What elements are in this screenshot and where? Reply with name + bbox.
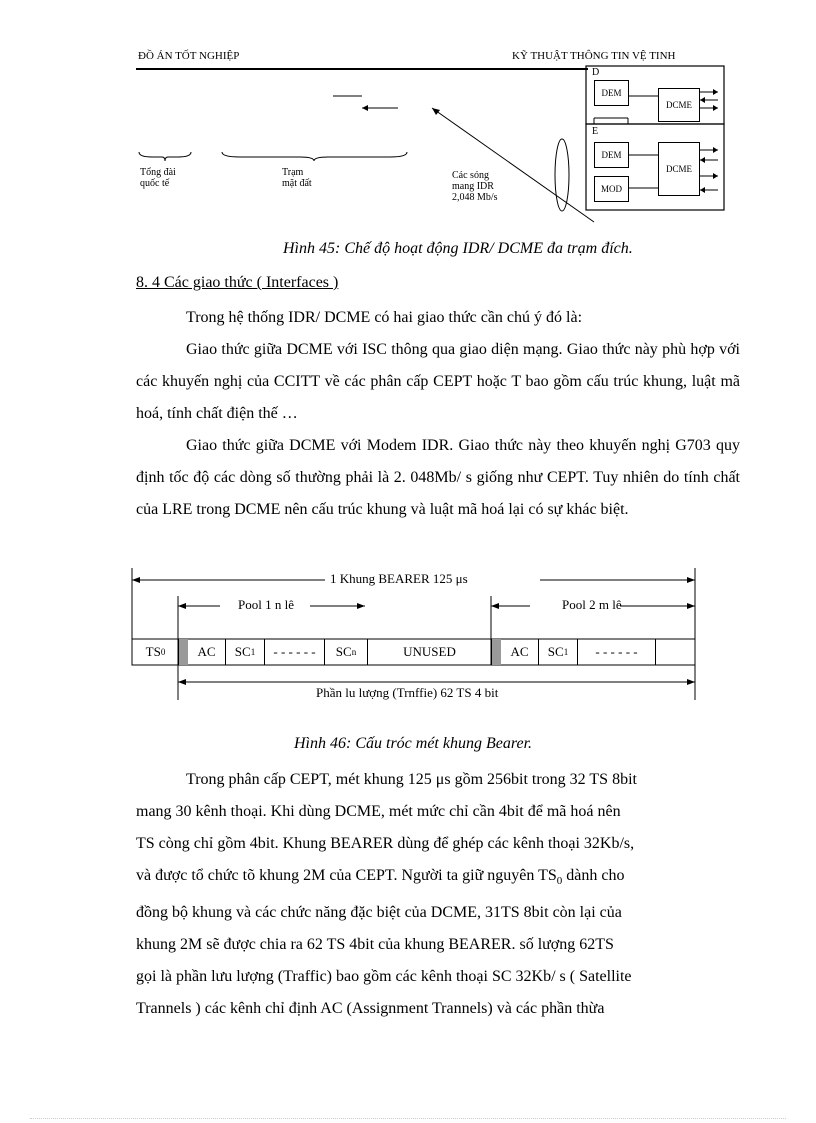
- tong-dai-line2: quốc tế: [140, 178, 170, 189]
- closing-line-4a: và được tổ chức tõ khung 2M của CEPT. Người ta giữ nguyên TS: [136, 867, 557, 884]
- traffic-label: Phần lu lượng (Trnffie) 62 TS 4 bit: [316, 685, 499, 700]
- cell-dashes-1: - - - - - -: [265, 639, 325, 665]
- cell-ts0-text: TS: [145, 644, 161, 659]
- cell-scn: [325, 639, 368, 665]
- section-title: 8. 4 Các giao thức ( Interfaces ): [136, 274, 339, 291]
- closing-line-2: mang 30 kênh thoại. Khi dùng DCME, mét mức chỉ cần 4bit để mã hoá nên: [136, 803, 621, 820]
- song-line1: Các sóng: [452, 170, 489, 181]
- cell-unused: UNUSED: [368, 639, 492, 665]
- cell-ac-2: AC: [501, 639, 539, 665]
- dcme-box-1: DCME: [658, 88, 700, 122]
- cell-scn-sub: n: [351, 647, 357, 657]
- dcme-box-2: DCME: [658, 142, 700, 196]
- cell-dashes-2: - - - - - -: [578, 639, 656, 665]
- closing-line-5: đồng bộ khung và các chức năng đặc biệt của DCME, 31TS 8bit còn lại của: [136, 904, 622, 922]
- closing-line-3: TS còng chỉ gồm 4bit. Khung BEARER dùng để ghép các kênh thoại 32Kb/s,: [136, 835, 635, 852]
- cell-ts0-sub: 0: [160, 647, 166, 657]
- closing-line-4b: dành cho: [562, 867, 625, 884]
- cell-sc1-1: [226, 639, 265, 665]
- header-right: KỸ THUẬT THÔNG TIN VỆ TINH: [512, 50, 676, 62]
- header-left: ĐỒ ÁN TỐT NGHIỆP: [138, 50, 240, 62]
- label-d: D: [592, 67, 600, 78]
- tong-dai-line1: Tổng đài: [140, 167, 176, 178]
- closing-line-7: gọi là phần lưu lượng (Traffic) bao gồm các kênh thoại SC 32Kb/ s ( Satellite: [136, 968, 632, 986]
- cell-ac-1: AC: [188, 639, 226, 665]
- cell-sc1-1-sub: 1: [250, 647, 256, 657]
- song-line3: 2,048 Mb/s: [452, 192, 498, 203]
- page-bottom-divider: [30, 1118, 786, 1119]
- cell-ts0: [133, 639, 179, 665]
- cell-sc1-2-text: SC: [547, 644, 564, 659]
- cell-sc1-2: [539, 639, 578, 665]
- paragraph-2: Giao thức giữa DCME với ISC thông qua giao diện mạng. Giao thức này phù hợp với các khuyến nghị của CCITT về các phân cấp CEPT hoặc T bao gồm cấu trúc khung, luật mã hoá, tính chất điện thế …: [136, 341, 740, 422]
- closing-line-6: khung 2M sẽ được chia ra 62 TS 4bit của khung BEARER. số lượng 62TS: [136, 936, 614, 954]
- paragraph-1: Trong hệ thống IDR/ DCME có hai giao thức cần chú ý đó là:: [186, 309, 583, 326]
- dem-box-1: DEM: [594, 80, 629, 106]
- pool2-label: Pool 2 m lê: [562, 597, 622, 612]
- tram-line1: Trạm: [282, 167, 304, 178]
- closing-ts-sub: 0: [556, 875, 563, 888]
- cell-scn-text: SC: [335, 644, 352, 659]
- frame-label: 1 Khung BEARER 125 μs: [330, 571, 468, 586]
- closing-paragraph: [136, 764, 740, 1025]
- closing-line-8: Trannels ) các kênh chỉ định AC (Assignment Trannels) và các phần thừa: [136, 1000, 605, 1018]
- song-line2: mang IDR: [452, 181, 494, 192]
- label-e: E: [592, 126, 599, 137]
- figure-46-caption: Hình 46: Cấu tróc mét khung Bearer.: [294, 735, 533, 752]
- pool1-label: Pool 1 n lê: [238, 597, 294, 612]
- mod-box: MOD: [594, 176, 629, 202]
- cell-sc1-2-sub: 1: [563, 647, 569, 657]
- figure-45-caption: Hình 45: Chế độ hoạt động IDR/ DCME đa trạm đích.: [283, 240, 633, 257]
- section-body: [136, 302, 740, 526]
- tram-line2: mặt đất: [282, 178, 312, 189]
- closing-line-1: Trong phân cấp CEPT, mét khung 125 μs gồm 256bit trong 32 TS 8bit: [186, 771, 637, 788]
- paragraph-3: Giao thức giữa DCME với Modem IDR. Giao thức này theo khuyến nghị G703 quy định tốc độ các dòng số thường phải là 2. 048Mb/ s giống như CEPT. Tuy nhiên do tính chất của LRE trong DCME nên cấu trúc khung và luật mã hoá lại có sự khác biệt.: [136, 437, 740, 518]
- dem-box-2: DEM: [594, 142, 629, 168]
- closing-line-4: [136, 860, 740, 897]
- cell-sc1-1-text: SC: [234, 644, 251, 659]
